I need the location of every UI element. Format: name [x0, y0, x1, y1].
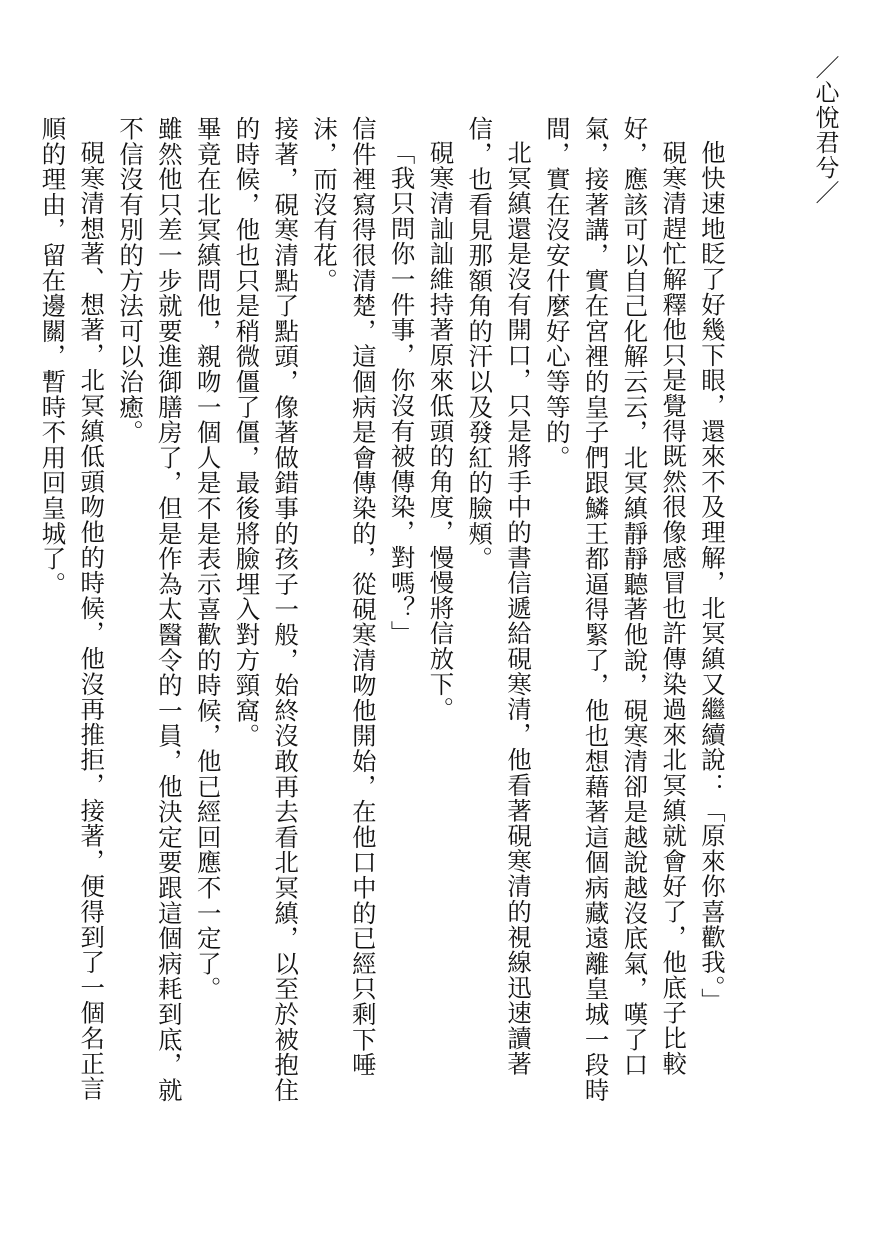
paragraph: 北冥縝還是沒有開口，只是將手中的書信遞給硯寒清，他看著硯寒清的視線迅速讀著信，也看見那額角的汗以及發紅的臉頰。: [464, 116, 533, 1077]
paragraph: 硯寒清趕忙解釋他只是覺得既然很像感冒也許傳染過來北冥縝就會好了，他底子比較好，應該可以自己化解云云，北冥縝靜靜聽著他說，硯寒清卻是越說越沒底氣，嘆了口氣，接著講，實在宮裡的皇子們跟鱗王都逼得緊了，他也想藉著這個病藏遠離皇城一段時間，實在沒安什麼好心等等的。: [541, 116, 688, 1103]
body-text-column: [32, 116, 730, 1126]
paragraph: 畢竟在北冥縝問他，親吻一個人是不是表示喜歡的時候，他已經回應不一定了。: [192, 116, 222, 1002]
paragraph: 「我只問你一件事，你沒有被傳染，對嗎？」: [386, 140, 416, 647]
paragraph: 他快速地眨了好幾下眼，還來不及理解，北冥縝又繼續說：「原來你喜歡我。」: [697, 140, 726, 1014]
paragraph: 信件裡寫得很清楚，這個病是會傳染的，從硯寒清吻他開始，在他口中的已經只剩下唾沫，而沒有花。: [309, 116, 377, 1078]
paragraph: 雖然他只差一步就要進御膳房了，但是作為太醫令的一員，他決定要跟這個病耗到底，就不信沒有別的方法可以治癒。: [115, 116, 183, 1103]
page-header-title: ／心悅君兮／: [811, 55, 839, 205]
paragraph: 硯寒清訕訕維持著原來低頭的角度，慢慢將信放下。: [425, 140, 455, 723]
paragraph: 接著，硯寒清點了點頭，像著做錯事的孩子一般，始終沒敢再去看北冥縝，以至於被抱住的時候，他也只是稍微僵了僵，最後將臉埋入對方頸窩。: [231, 116, 300, 1103]
paragraph: 硯寒清想著、想著，北冥縝低頭吻他的時候，他沒再推拒，接著，便得到了一個名正言順的理由，留在邊關，暫時不用回皇城了。: [37, 116, 106, 1102]
